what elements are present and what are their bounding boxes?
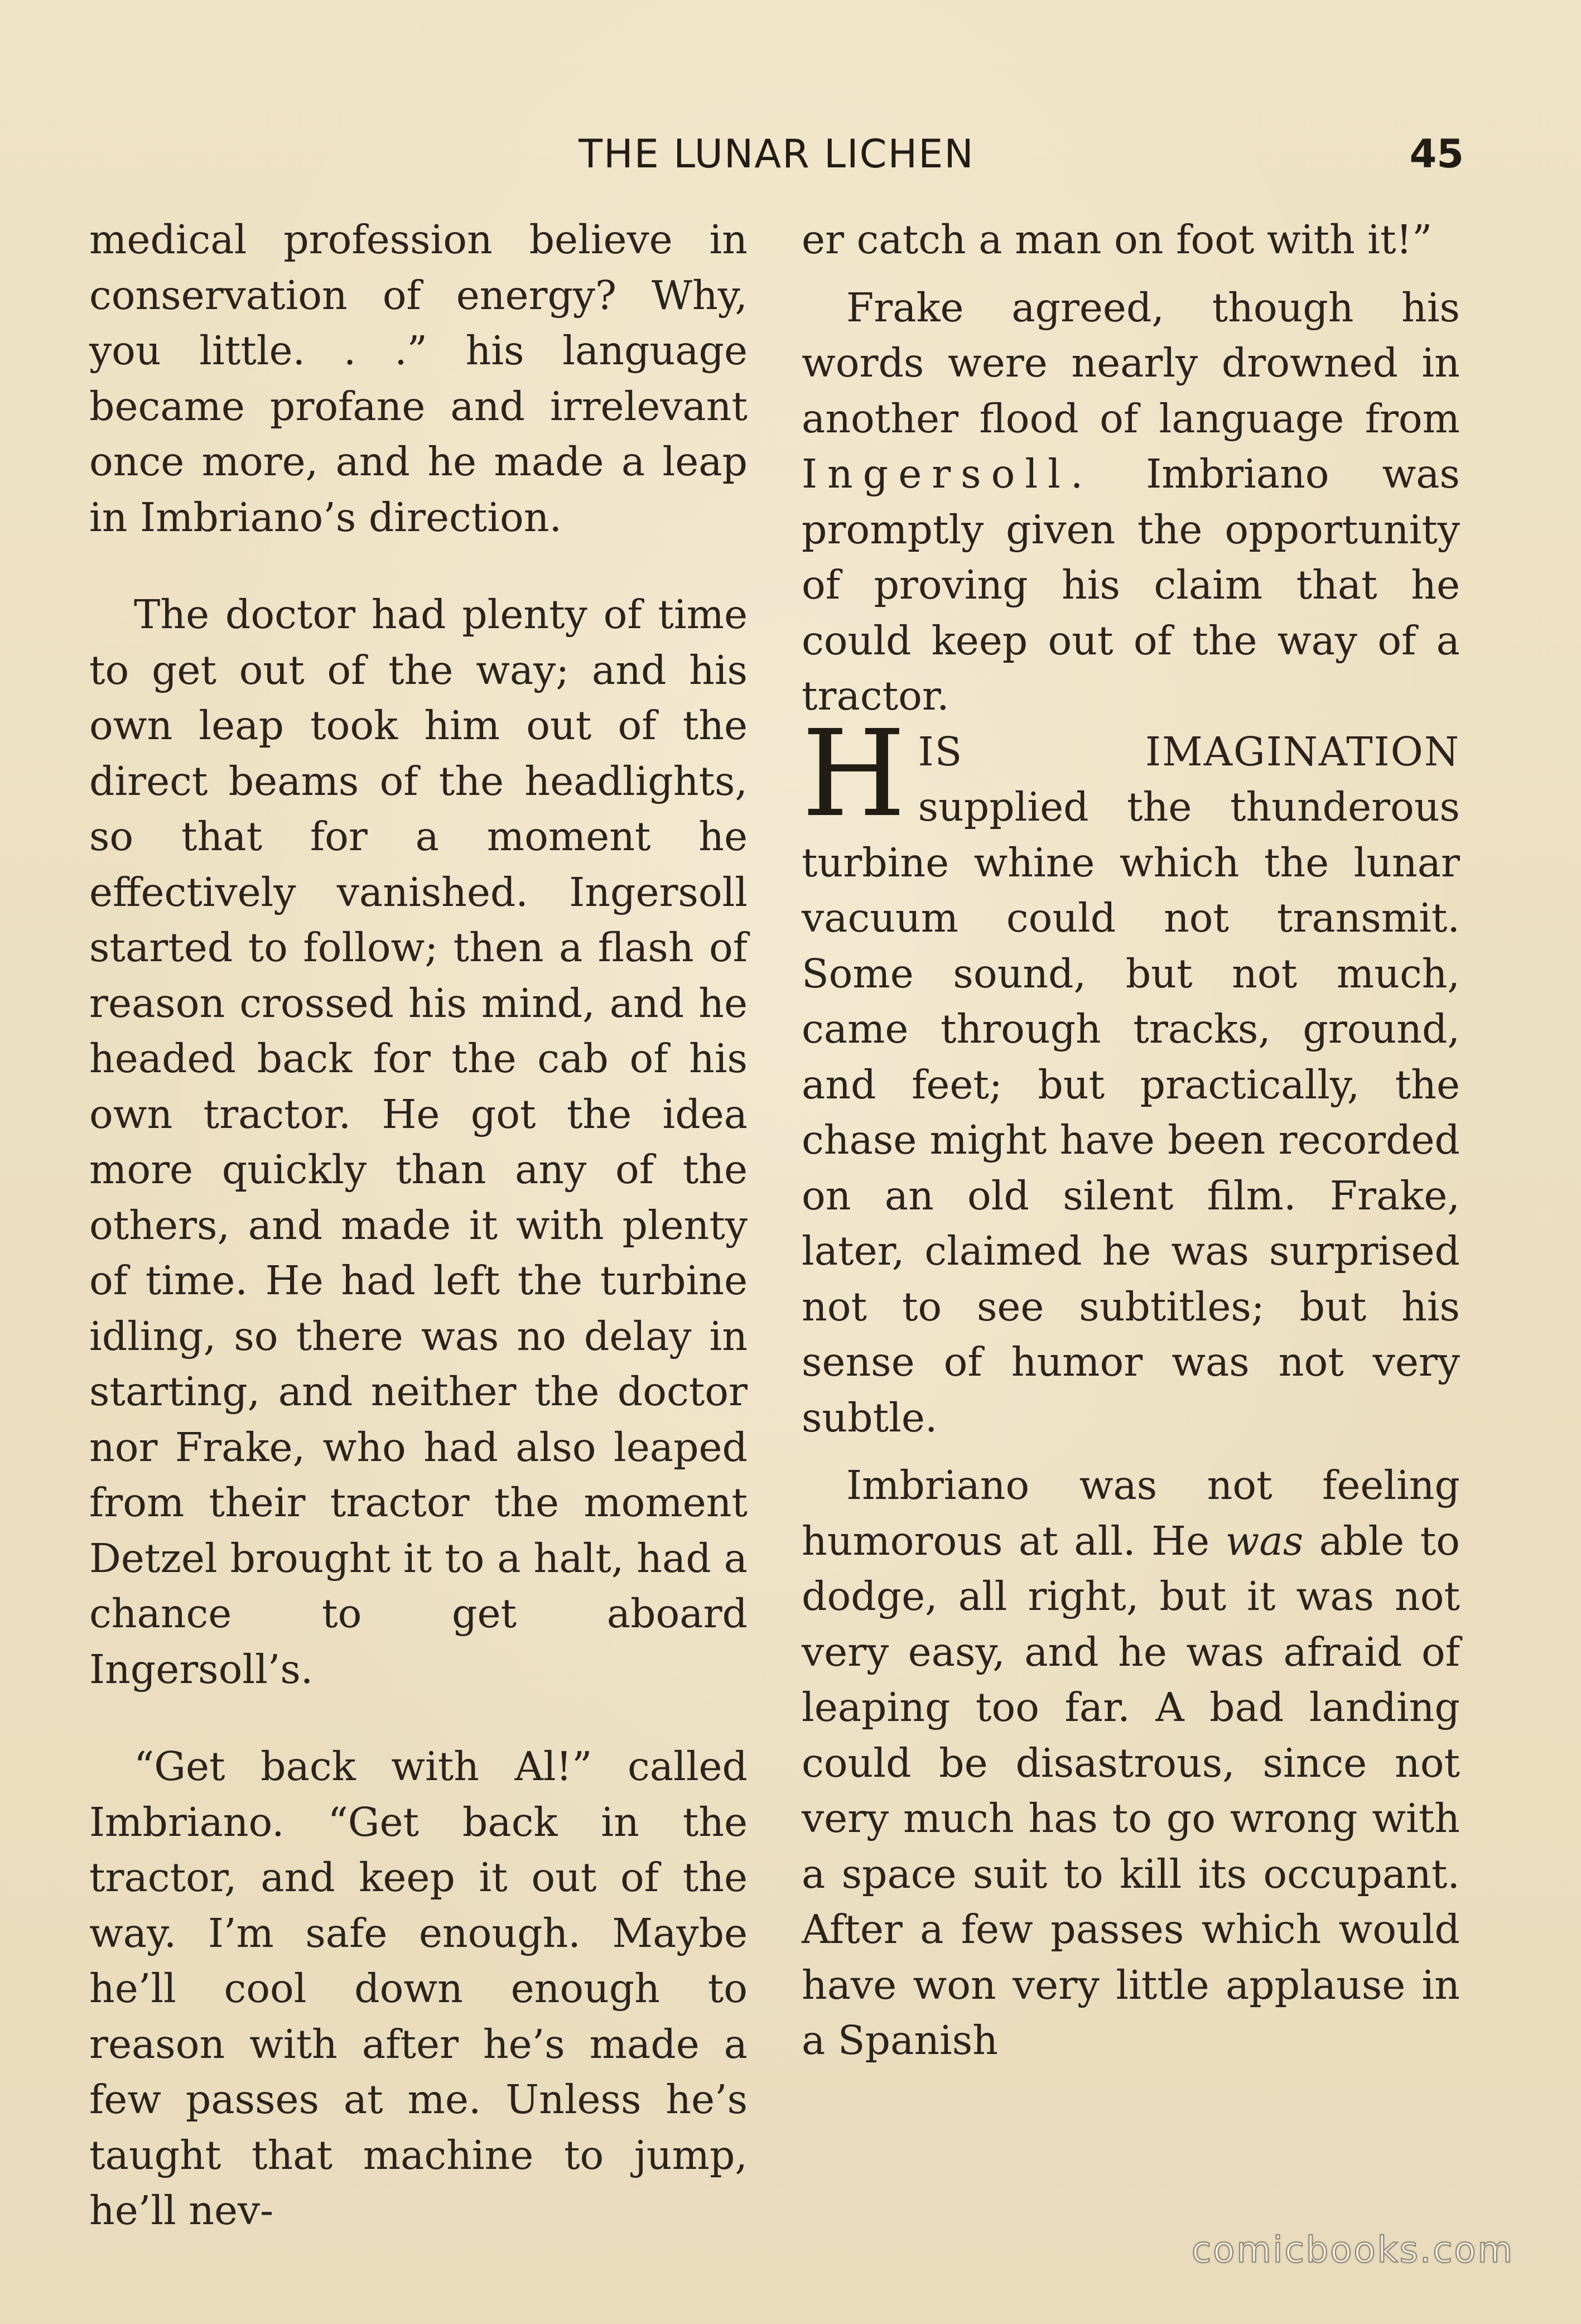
paragraph-text: able to dodge, all right, but it was not very easy, and he was afraid of leaping too far. A bad landing could be disastrous, since not very much has to go wrong with a space suit to kill its occupant. After a few passes which would have won very little applause in a Spanish	[802, 1517, 1460, 2063]
paragraph-text: Imbriano was not feeling humorous at all. He	[802, 1462, 1460, 1564]
paragraph-text: Imbriano was promptly given the opportunity of proving his claim that he could keep out of the way of a tractor.	[802, 451, 1460, 719]
page-header	[89, 131, 1464, 187]
paragraph	[802, 280, 1460, 724]
paragraph-text: supplied the thunderous turbine whine which the lunar vacuum could not transmit. Some sound, but not much, came through tracks, ground, and feet; but practically, the chase might have been recorded on an old silent film. Frake, later, claimed he was surprised not to see subtitles; but his sense of humor was not very subtle.	[802, 784, 1460, 1441]
small-caps-lead: IS IMAGINATION	[918, 728, 1460, 775]
paragraph	[802, 1458, 1460, 2069]
paragraph-text: Frake agreed, though his words were nearly drowned in another flood of language from	[802, 284, 1460, 442]
spaced-name: Ingersoll.	[802, 451, 1093, 497]
running-title: THE LUNAR LICHEN	[579, 131, 975, 177]
watermark: comicbooks.com	[1191, 2230, 1514, 2271]
drop-cap: H	[802, 704, 906, 843]
section-opening-paragraph	[802, 704, 1460, 1446]
italic-word: was	[1225, 1517, 1304, 1564]
paragraph: er catch a man on foot with it!”	[802, 216, 1433, 263]
paragraph: medical profession believe in conservation of energy? Why, you little. . .” his language became profane and irrelevant once more, and he made a leap in Imbriano’s direction.	[89, 216, 748, 541]
page-number: 45	[1409, 131, 1464, 177]
left-column	[89, 212, 748, 2239]
paragraph: The doctor had plenty of time to get out of the way; and his own leap took him out of the direct beams of the headlights, so that for a moment he effectively vanished. Ingersoll started to follow; then a flash of reason crossed his mind, and he headed back for the cab of his own tractor. He got the idea more quickly than any of the others, and made it with plenty of time. He had left the turbine idling, so there was no delay in starting, and neither the doctor nor Frake, who had also leaped from their tractor the moment Detzel brought it to a halt, had a chance to get aboard Ingersoll’s.	[89, 591, 748, 1693]
right-column	[802, 212, 1460, 2069]
paragraph: “Get back with Al!” called Imbriano. “Get back in the tractor, and keep it out of the way. I’m safe enough. Maybe he’ll cool down enough to reason with after he’s made a few passes at me. Unless he’s taught that machine to jump, he’ll nev-	[89, 1743, 748, 2234]
